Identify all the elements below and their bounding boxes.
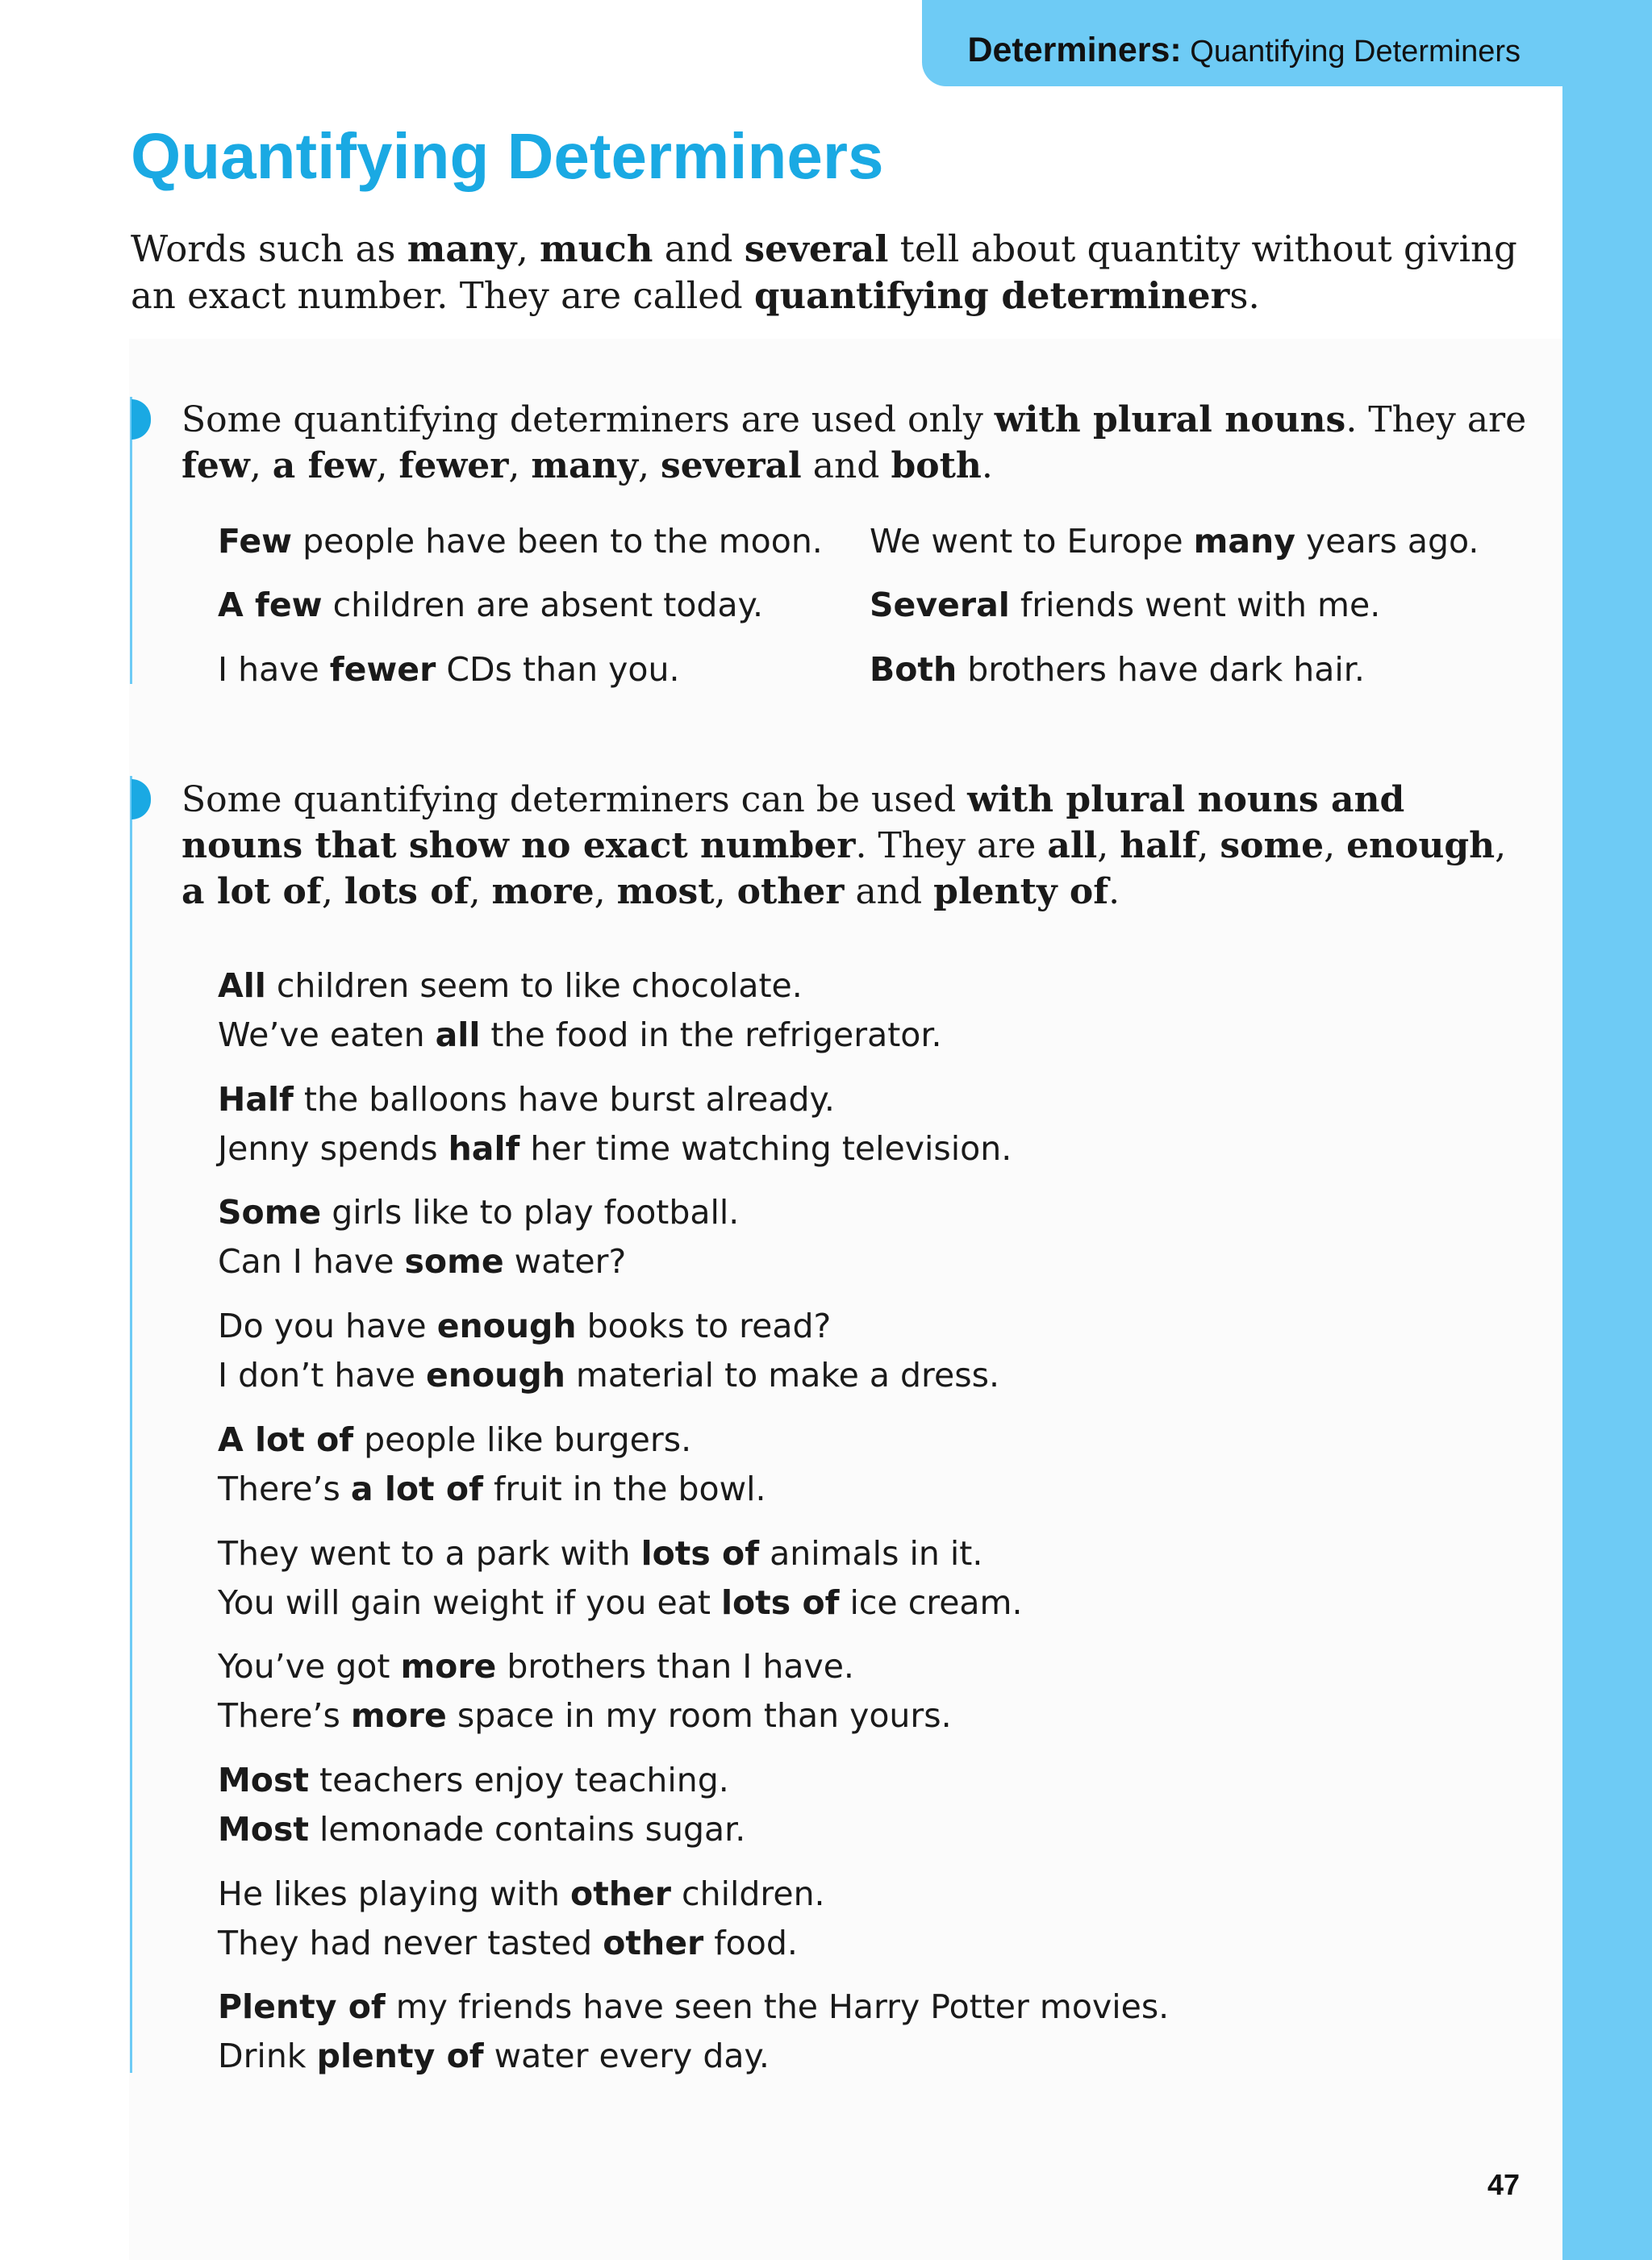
rule-keyword: few (181, 445, 250, 486)
rule-text: , (376, 445, 399, 486)
example-sentence: You will gain weight if you eat lots of ice cream. (218, 1583, 1023, 1622)
rule-text: , (321, 871, 344, 912)
rule-text: , (1197, 825, 1220, 866)
rule-keyword: fewer (398, 445, 509, 486)
example-sentence: A lot of people like burgers. (218, 1420, 692, 1459)
rule-keyword: a few (272, 445, 377, 486)
rule-text: . (1108, 871, 1120, 912)
intro-text: s. (1229, 274, 1260, 317)
rule-text: , (638, 445, 661, 486)
example-sentence: There’s a lot of fruit in the bowl. (218, 1470, 766, 1508)
header-chapter: Determiners: (967, 31, 1182, 69)
section-1-line (130, 397, 132, 684)
rule-text: , (1324, 825, 1347, 866)
section-2-line (130, 776, 132, 2073)
intro-text: and (653, 227, 745, 270)
rule-text: , (249, 445, 273, 486)
rule-text: , (1495, 825, 1507, 866)
example-sentence: We went to Europe many years ago. (870, 522, 1479, 561)
rule-text: , (1097, 825, 1120, 866)
header-tab (922, 0, 1562, 86)
intro-keyword: much (540, 227, 653, 270)
intro-paragraph (131, 226, 1518, 319)
example-sentence: All children seem to like chocolate. (218, 966, 803, 1005)
side-bar (1562, 0, 1652, 2260)
rule-keyword: all (1047, 825, 1098, 866)
rule-emphasis: with plural nouns and nouns that show no exact number (181, 779, 1405, 866)
example-sentence: Few people have been to the moon. (218, 522, 823, 561)
header-topic: Quantifying Determiners (1190, 35, 1521, 69)
example-sentence: We’ve eaten all the food in the refrigerator. (218, 1015, 942, 1054)
example-sentence: Can I have some water? (218, 1242, 627, 1281)
rule-keyword: lots of (344, 871, 469, 912)
example-sentence: There’s more space in my room than yours. (218, 1696, 952, 1735)
page-number: 47 (1487, 2168, 1520, 2201)
rule-keyword: enough (1346, 825, 1496, 866)
rule-text: , (714, 871, 737, 912)
rule-text: and (801, 445, 891, 486)
intro-text: Words such as (131, 227, 407, 270)
rule-text: . They are (1345, 399, 1527, 440)
rule-text: Some quantifying determiners can be used (181, 779, 968, 820)
example-sentence: They went to a park with lots of animals in it. (218, 1534, 983, 1573)
example-sentence: I have fewer CDs than you. (218, 650, 680, 689)
example-sentence: Several friends went with me. (870, 586, 1381, 624)
example-sentence: Both brothers have dark hair. (870, 650, 1365, 689)
example-sentence: Most teachers enjoy teaching. (218, 1761, 729, 1799)
rule-keyword: most (616, 871, 715, 912)
rule-emphasis: with plural nouns (994, 399, 1346, 440)
rule-text: , (594, 871, 617, 912)
example-sentence: Half the balloons have burst already. (218, 1080, 835, 1119)
rule-keyword: a lot of (181, 871, 322, 912)
rule-text: and (844, 871, 934, 912)
example-sentence: Drink plenty of water every day. (218, 2037, 770, 2075)
rule-keyword: some (1220, 825, 1325, 866)
example-sentence: Do you have enough books to read? (218, 1307, 832, 1345)
rule-keyword: plenty of (933, 871, 1109, 912)
rule-keyword: many (531, 445, 639, 486)
intro-text: , (516, 227, 540, 270)
rule-keyword: both (891, 445, 982, 486)
rule-keyword: half (1120, 825, 1198, 866)
example-sentence: A few children are absent today. (218, 586, 764, 624)
intro-keyword: many (407, 227, 517, 270)
rule-text: . They are (855, 825, 1048, 866)
example-sentence: Some girls like to play football. (218, 1193, 740, 1232)
example-sentence: Plenty of my friends have seen the Harry Potter movies. (218, 1987, 1170, 2026)
section-1-rule (181, 397, 1537, 489)
example-sentence: Jenny spends half her time watching television. (218, 1129, 1012, 1168)
intro-text: tell about quantity without giving an exact number. They are called (131, 227, 1517, 317)
section-2-rule (181, 777, 1537, 915)
example-sentence: They had never tasted other food. (218, 1924, 798, 1962)
rule-text: . (981, 445, 993, 486)
example-sentence: Most lemonade contains sugar. (218, 1810, 746, 1849)
content-background (129, 339, 1562, 2260)
rule-text: Some quantifying determiners are used only (181, 399, 995, 440)
page-title: Quantifying Determiners (131, 120, 884, 192)
intro-keyword: quantifying determiner (753, 274, 1230, 317)
rule-keyword: other (736, 871, 845, 912)
rule-text: , (508, 445, 532, 486)
example-sentence: He likes playing with other children. (218, 1874, 825, 1913)
rule-keyword: several (661, 445, 802, 486)
running-header (967, 31, 1521, 70)
rule-keyword: more (491, 871, 594, 912)
example-sentence: I don’t have enough material to make a dress. (218, 1356, 999, 1395)
intro-keyword: several (744, 227, 889, 270)
example-sentence: You’ve got more brothers than I have. (218, 1647, 854, 1686)
rule-text: , (469, 871, 492, 912)
